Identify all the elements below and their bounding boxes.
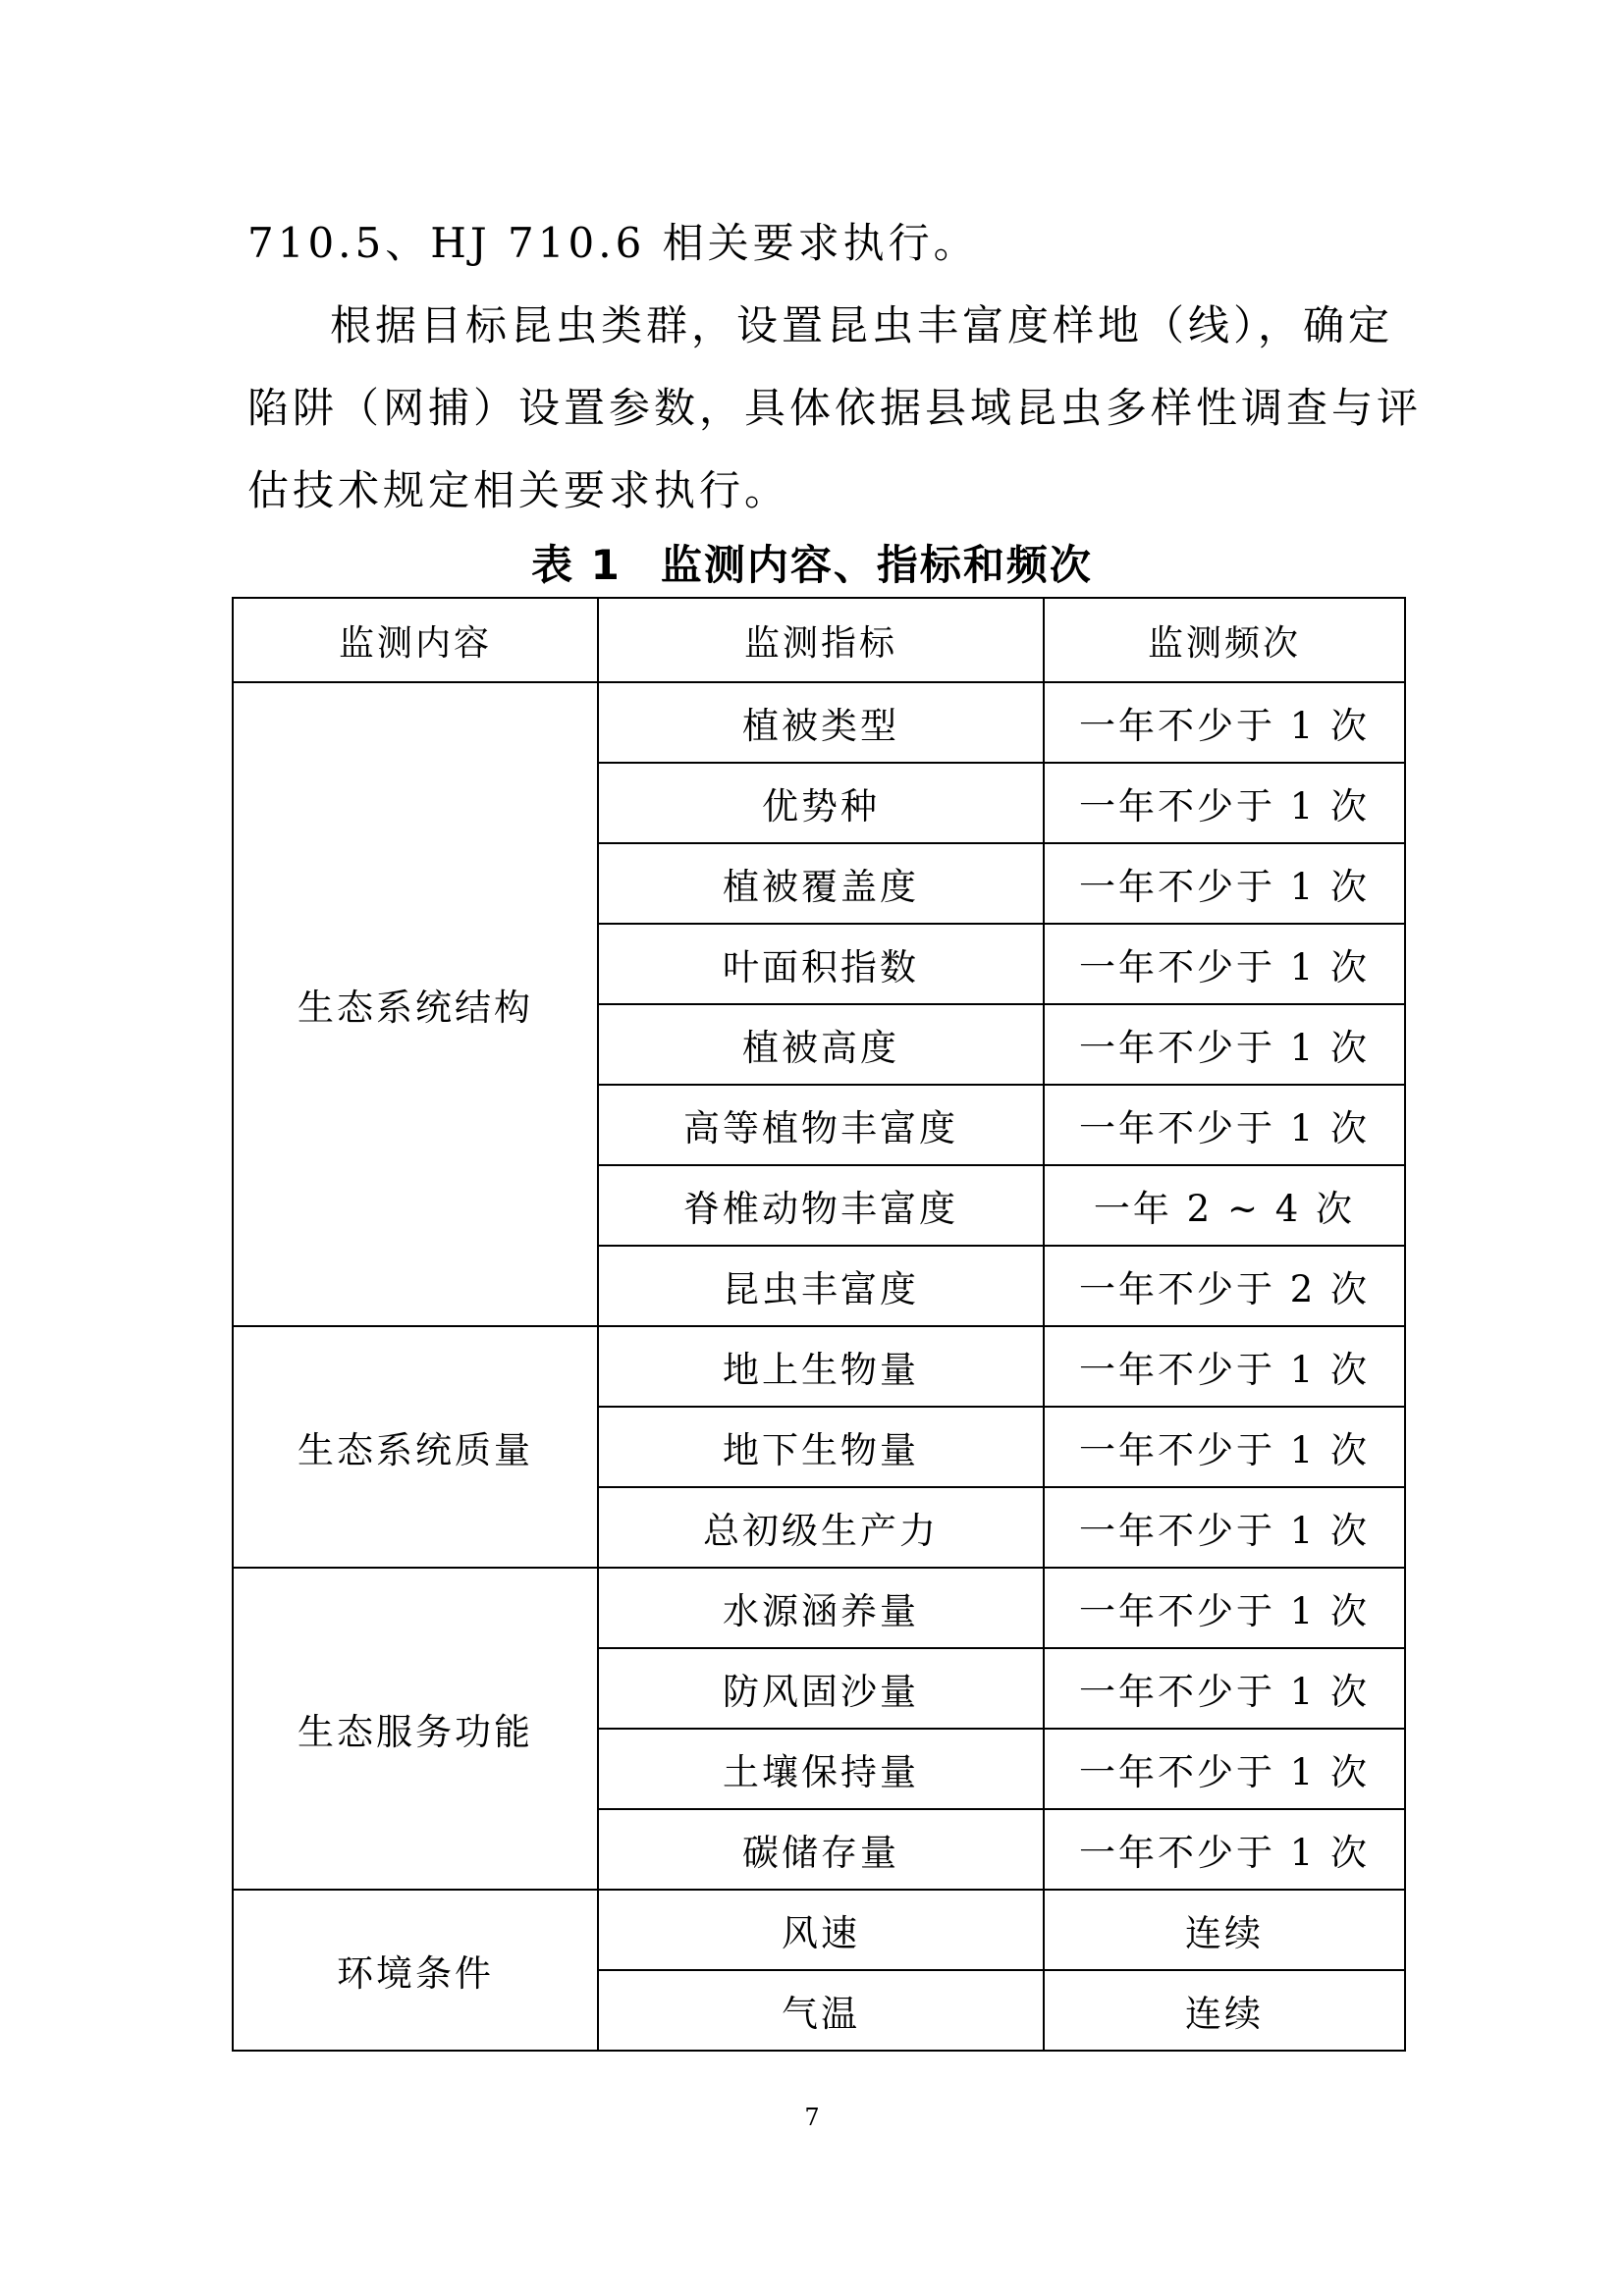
paragraph-body	[247, 285, 1423, 532]
table-row	[233, 1326, 1405, 1407]
paragraph-line-4: 估技术规定相关要求执行。	[247, 466, 790, 514]
paragraph-line-2: 根据目标昆虫类群，设置昆虫丰富度样地（线），确定	[330, 301, 1394, 349]
indicator-cell: 优势种	[598, 763, 1044, 843]
frequency-cell: 一年不少于 1 次	[1044, 682, 1405, 763]
indicator-cell: 叶面积指数	[598, 924, 1044, 1004]
content-cell: 生态系统结构	[233, 682, 598, 1326]
frequency-cell: 一年不少于 2 次	[1044, 1246, 1405, 1326]
page-number: 7	[804, 2104, 820, 2131]
indicator-cell: 防风固沙量	[598, 1648, 1044, 1729]
frequency-cell: 一年不少于 1 次	[1044, 1568, 1405, 1648]
frequency-cell: 一年不少于 1 次	[1044, 1085, 1405, 1165]
table-body	[233, 682, 1405, 2051]
indicator-cell: 土壤保持量	[598, 1729, 1044, 1809]
header-monitoring-frequency: 监测频次	[1044, 598, 1405, 682]
frequency-cell: 连续	[1044, 1970, 1405, 2051]
indicator-cell: 高等植物丰富度	[598, 1085, 1044, 1165]
frequency-cell: 一年不少于 1 次	[1044, 1487, 1405, 1568]
paragraph-line-3: 陷阱（网捕）设置参数，具体依据县域昆虫多样性调查与评	[247, 384, 1423, 432]
frequency-cell: 一年不少于 1 次	[1044, 1004, 1405, 1085]
header-monitoring-content: 监测内容	[233, 598, 598, 682]
indicator-cell: 风速	[598, 1890, 1044, 1970]
frequency-cell: 一年不少于 1 次	[1044, 843, 1405, 924]
indicator-cell: 植被高度	[598, 1004, 1044, 1085]
indicator-cell: 地上生物量	[598, 1326, 1044, 1407]
frequency-cell: 一年不少于 1 次	[1044, 1809, 1405, 1890]
indicator-cell: 脊椎动物丰富度	[598, 1165, 1044, 1246]
indicator-cell: 总初级生产力	[598, 1487, 1044, 1568]
indicator-cell: 植被类型	[598, 682, 1044, 763]
indicator-cell: 水源涵养量	[598, 1568, 1044, 1648]
indicator-cell: 植被覆盖度	[598, 843, 1044, 924]
frequency-cell: 一年不少于 1 次	[1044, 1326, 1405, 1407]
table-caption	[0, 524, 1624, 607]
content-cell: 生态服务功能	[233, 1568, 598, 1890]
frequency-cell: 连续	[1044, 1890, 1405, 1970]
paragraph-line-1: 710.5、HJ 710.6 相关要求执行。	[247, 219, 979, 267]
frequency-cell: 一年不少于 1 次	[1044, 1648, 1405, 1729]
table-caption-number: 表 1	[531, 541, 622, 589]
table-row	[233, 682, 1405, 763]
frequency-cell: 一年 2 ~ 4 次	[1044, 1165, 1405, 1246]
indicator-cell: 气温	[598, 1970, 1044, 2051]
table-row	[233, 1890, 1405, 1970]
frequency-cell: 一年不少于 1 次	[1044, 924, 1405, 1004]
header-monitoring-indicator: 监测指标	[598, 598, 1044, 682]
indicator-cell: 昆虫丰富度	[598, 1246, 1044, 1326]
content-cell: 环境条件	[233, 1890, 598, 2051]
table-row	[233, 1568, 1405, 1648]
monitoring-table	[232, 597, 1406, 2052]
content-cell: 生态系统质量	[233, 1326, 598, 1568]
frequency-cell: 一年不少于 1 次	[1044, 1407, 1405, 1487]
frequency-cell: 一年不少于 1 次	[1044, 763, 1405, 843]
table-caption-title: 监测内容、指标和频次	[660, 541, 1093, 589]
indicator-cell: 碳储存量	[598, 1809, 1044, 1890]
indicator-cell: 地下生物量	[598, 1407, 1044, 1487]
frequency-cell: 一年不少于 1 次	[1044, 1729, 1405, 1809]
table-header-row	[233, 598, 1405, 682]
